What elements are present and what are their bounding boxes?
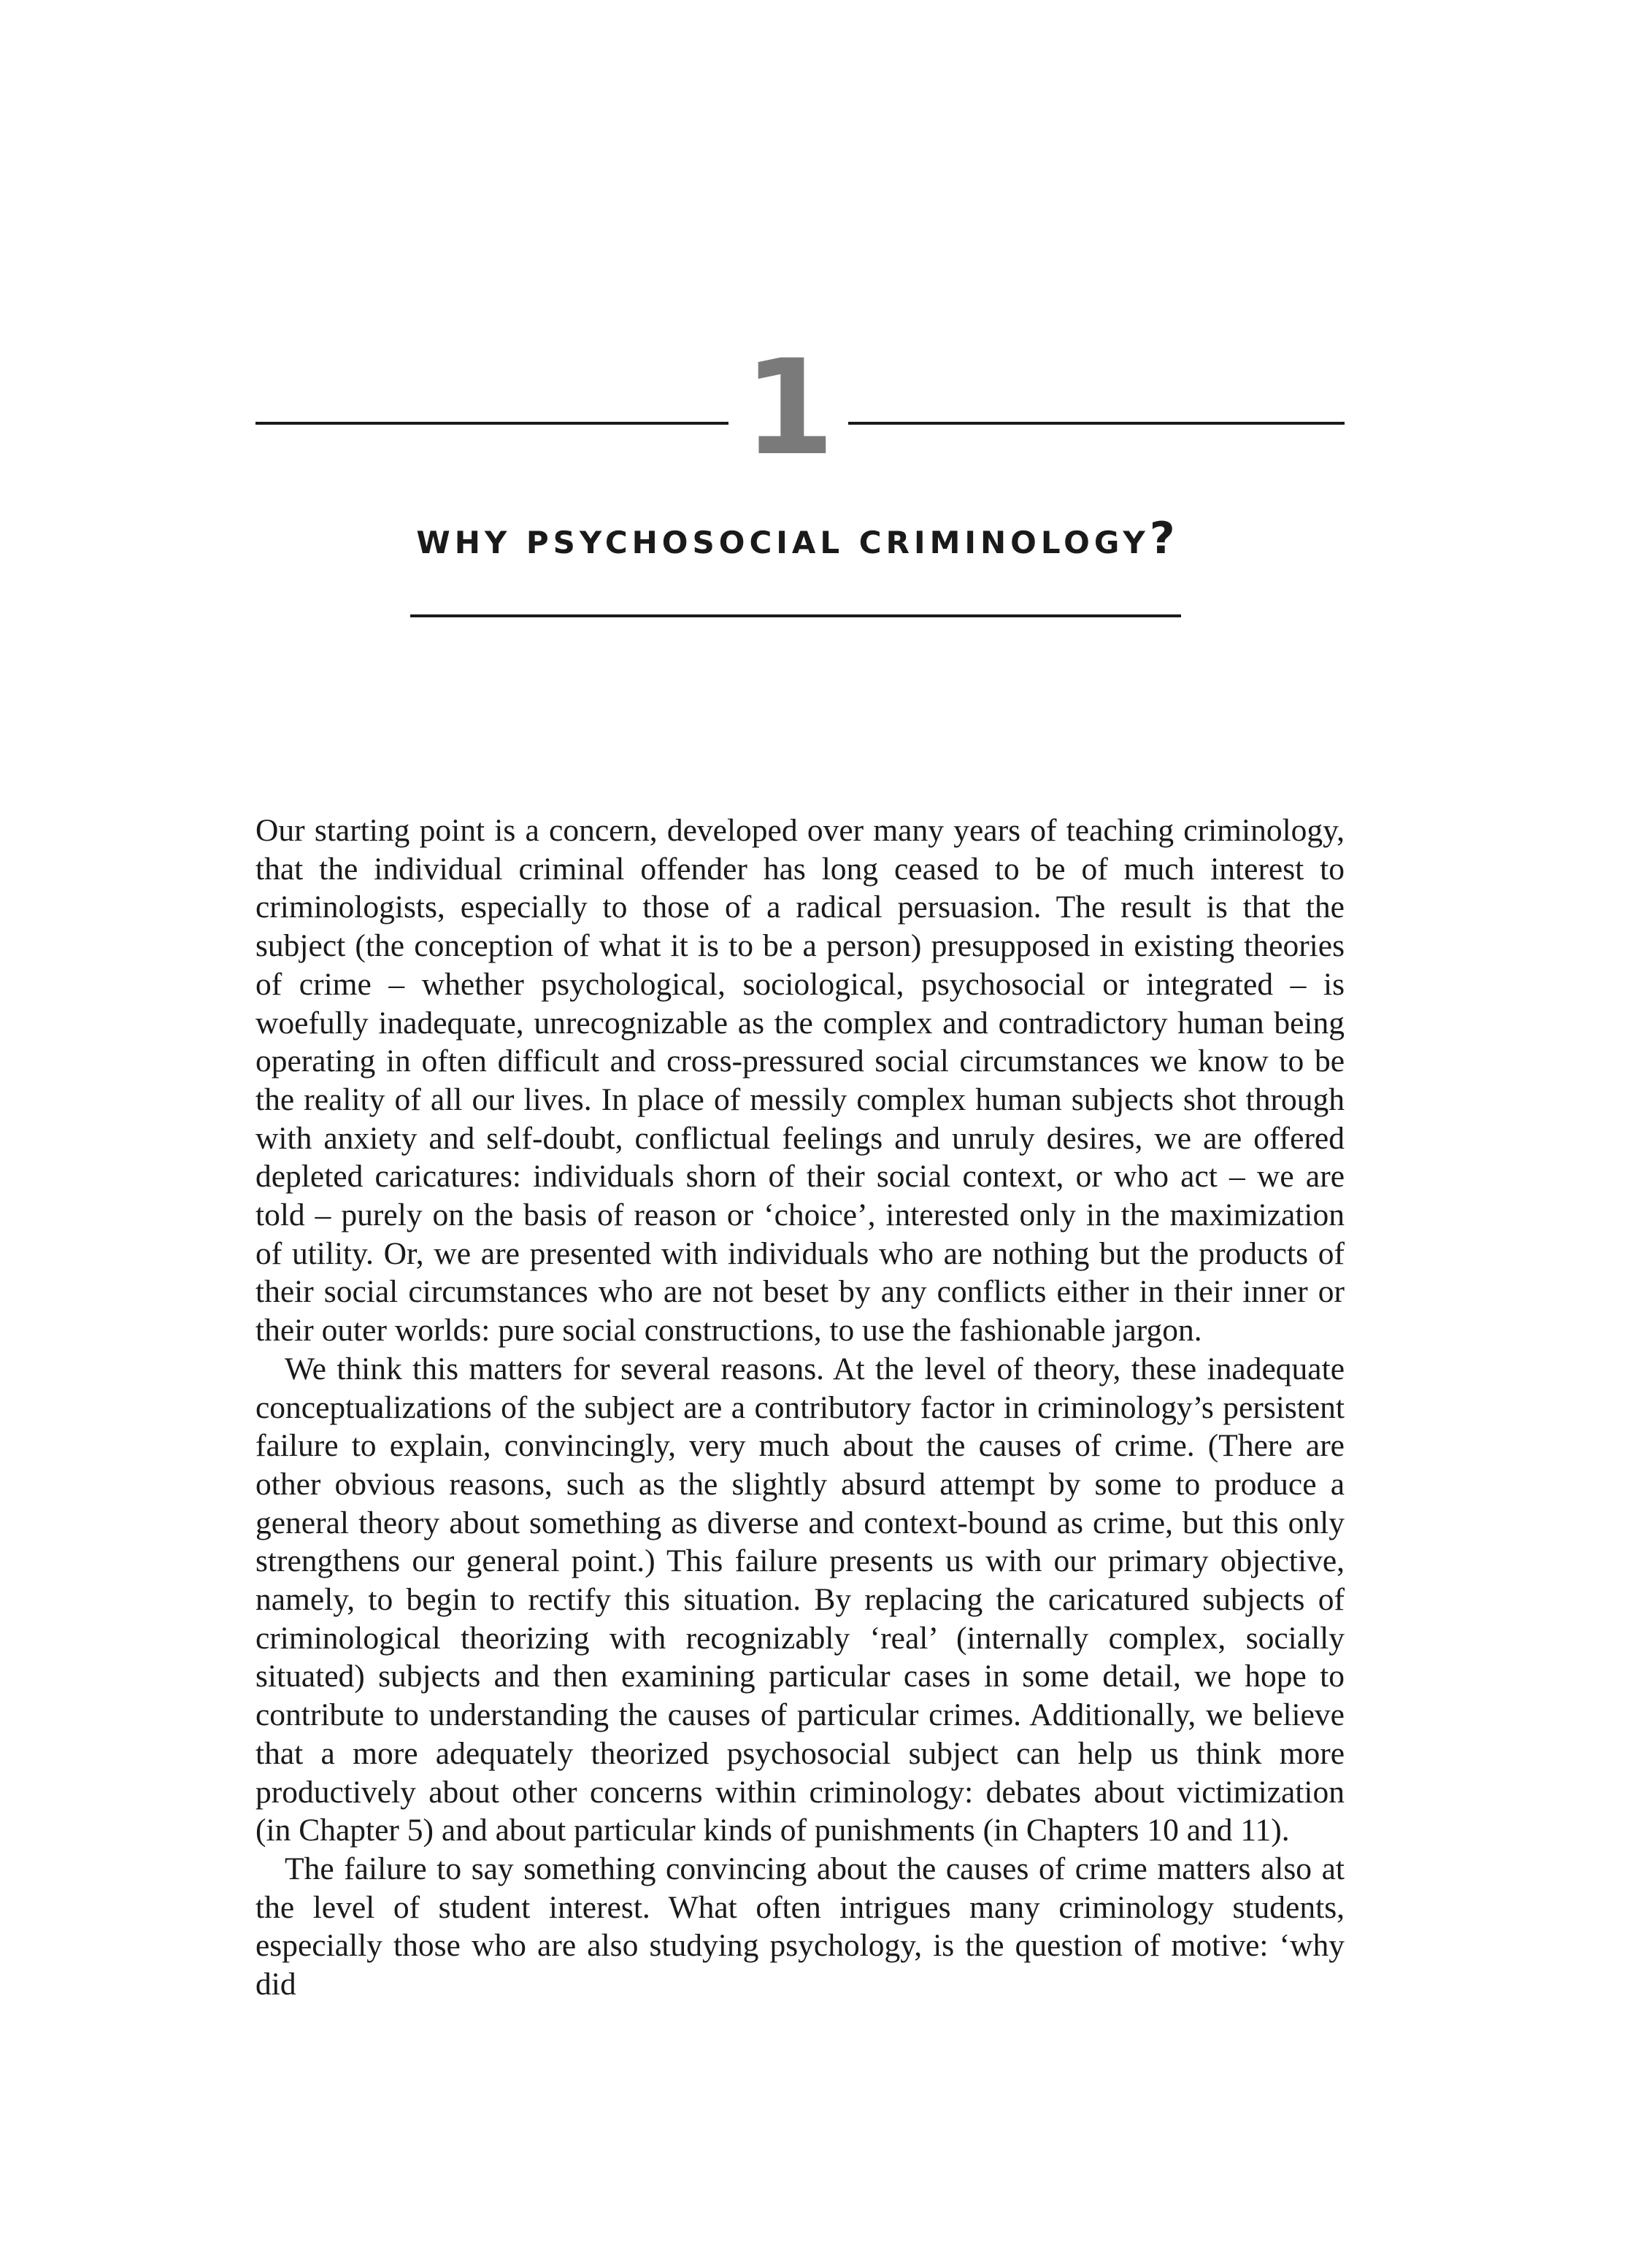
paragraph: Our starting point is a concern, developed over many years of teaching criminology, that the individual criminal offender has long ceased to be of much interest to criminologists, especially to those of a radical persuasion. The result is that the subject (the conception of what it is to be a person) presupposed in existing theories of crime – whether psychological, sociological, psychosocial or integrated – is woefully inadequate, unrecognizable as the complex and contradictory human being operating in often difficult and cross-pressured social circumstances we know to be the reality of all our lives. In place of messily complex human subjects shot through with anxiety and self-doubt, conflictual feelings and unruly desires, we are offered depleted caricatures: individuals shorn of their social context, or who act – we are told – purely on the basis of reason or ‘choice’, interested only in the maximization of utility. Or, we are presented with individuals who are nothing but the products of their social circumstances who are not beset by any conflicts either in their inner or their outer worlds: pure social constructions, to use the fashionable jargon.: [255, 813, 1345, 1349]
paragraph: We think this matters for several reasons. At the level of theory, these inadequate conceptualizations of the subject are a contributory factor in criminology’s persistent failure to explain, convincingly, very much about the causes of crime. (There are other obvious reasons, such as the slightly absurd attempt by some to produce a general theory about something as diverse and context-bound as crime, but this only strengthens our general point.) This failure presents us with our primary objective, namely, to begin to rectify this situation. By replacing the caricatured subjects of criminological theorizing with recognizably ‘real’ (internally complex, socially situated) subjects and then examining particular cases in some detail, we hope to contribute to understanding the causes of particular crimes. Additionally, we believe that a more adequately theorized psychosocial subject can help us think more productively about other concerns within criminology: debates about victimization (in Chapter 5) and about particular kinds of punishments (in Chapters 10 and 11).: [255, 1351, 1345, 1848]
chapter-body: [255, 811, 1345, 2004]
chapter-title: [409, 513, 1183, 565]
chapter-number: 1: [743, 332, 835, 485]
chapter-title-underline: [410, 614, 1181, 617]
chapter-title-question-mark: ?: [1149, 513, 1175, 564]
paragraph: The failure to say something convincing about the causes of crime matters also at the level of student interest. What often intrigues many criminology students, especially those who are also studying psychology, is the question of motive: ‘why did: [255, 1851, 1345, 2002]
chapter-title-text: WHY PSYCHOSOCIAL CRIMINOLOGY: [416, 525, 1150, 560]
chapter-rule-left: [255, 422, 728, 425]
chapter-rule-right: [848, 422, 1345, 425]
